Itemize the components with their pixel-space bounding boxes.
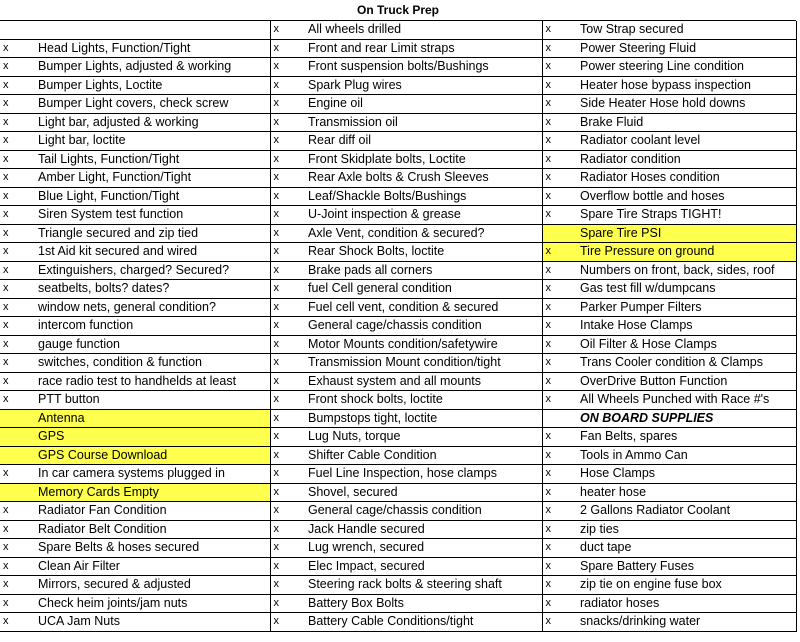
- checklist-item-cell[interactable]: 2 Gallons Radiator Coolant: [577, 502, 796, 521]
- checklist-item-cell[interactable]: Fuel cell vent, condition & secured: [305, 298, 542, 317]
- check-mark-cell[interactable]: x: [0, 298, 35, 317]
- check-mark-cell[interactable]: x: [270, 409, 305, 428]
- checklist-item-cell[interactable]: Rear Shock Bolts, loctite: [305, 243, 542, 262]
- check-mark-cell[interactable]: x: [270, 502, 305, 521]
- check-mark-cell[interactable]: x: [270, 520, 305, 539]
- checklist-row: [0, 613, 796, 632]
- checklist-item-cell[interactable]: Motor Mounts condition/safetywire: [305, 335, 542, 354]
- checklist-item-cell[interactable]: Power Steering Fluid: [577, 39, 796, 58]
- checklist-row: [0, 76, 796, 95]
- check-mark-cell[interactable]: x: [542, 113, 577, 132]
- check-mark-cell[interactable]: x: [542, 465, 577, 484]
- checklist-row: [0, 39, 796, 58]
- checklist-item-cell[interactable]: zip ties: [577, 520, 796, 539]
- checklist-item-cell[interactable]: Spare Battery Fuses: [577, 557, 796, 576]
- checklist-item-cell[interactable]: Front Skidplate bolts, Loctite: [305, 150, 542, 169]
- check-mark-cell[interactable]: x: [542, 150, 577, 169]
- checklist-item-cell[interactable]: Spark Plug wires: [305, 76, 542, 95]
- checklist-row: [0, 409, 796, 428]
- check-mark-cell[interactable]: x: [270, 557, 305, 576]
- checklist-item-cell[interactable]: Triangle secured and zip tied: [35, 224, 270, 243]
- check-mark-cell[interactable]: x: [542, 243, 577, 262]
- checklist-item-cell[interactable]: Side Heater Hose hold downs: [577, 95, 796, 114]
- check-mark-cell[interactable]: x: [270, 372, 305, 391]
- check-mark-cell[interactable]: x: [542, 354, 577, 373]
- check-mark-cell[interactable]: x: [0, 557, 35, 576]
- checklist-item-cell[interactable]: Axle Vent, condition & secured?: [305, 224, 542, 243]
- checklist-item-cell[interactable]: Bumper Light covers, check screw: [35, 95, 270, 114]
- checklist-item-cell[interactable]: Rear Axle bolts & Crush Sleeves: [305, 169, 542, 188]
- checklist-row: [0, 539, 796, 558]
- checklist-item-cell[interactable]: Spare Tire PSI: [577, 224, 796, 243]
- checklist-item-cell[interactable]: Antenna: [35, 409, 270, 428]
- check-mark-cell[interactable]: x: [542, 446, 577, 465]
- checklist-item-cell[interactable]: Bumpstops tight, loctite: [305, 409, 542, 428]
- checklist-item-cell[interactable]: race radio test to handhelds at least: [35, 372, 270, 391]
- check-mark-cell[interactable]: x: [0, 465, 35, 484]
- check-mark-cell[interactable]: x: [270, 21, 305, 39]
- check-mark-cell[interactable]: x: [270, 354, 305, 373]
- checklist-item-cell[interactable]: GPS Course Download: [35, 446, 270, 465]
- check-mark-cell[interactable]: x: [270, 261, 305, 280]
- checklist-row: [0, 502, 796, 521]
- checklist-item-cell[interactable]: Trans Cooler condition & Clamps: [577, 354, 796, 373]
- check-mark-cell[interactable]: x: [270, 169, 305, 188]
- check-mark-cell[interactable]: x: [0, 39, 35, 58]
- checklist-item-cell[interactable]: Jack Handle secured: [305, 520, 542, 539]
- checklist-item-cell[interactable]: Exhaust system and all mounts: [305, 372, 542, 391]
- check-mark-cell[interactable]: x: [542, 39, 577, 58]
- checklist-item-cell[interactable]: Tools in Ammo Can: [577, 446, 796, 465]
- checklist-item-cell[interactable]: Transmission Mount condition/tight: [305, 354, 542, 373]
- checklist-item-cell[interactable]: Blue Light, Function/Tight: [35, 187, 270, 206]
- checklist-item-cell[interactable]: Rear diff oil: [305, 132, 542, 151]
- checklist-row: [0, 132, 796, 151]
- check-mark-cell[interactable]: x: [270, 317, 305, 336]
- check-mark-cell[interactable]: x: [0, 169, 35, 188]
- checklist-item-cell[interactable]: snacks/drinking water: [577, 613, 796, 632]
- checklist-item-cell[interactable]: fuel Cell general condition: [305, 280, 542, 299]
- checklist-row: [0, 557, 796, 576]
- checklist-item-cell[interactable]: OverDrive Button Function: [577, 372, 796, 391]
- checklist-row: [0, 280, 796, 299]
- check-mark-cell[interactable]: x: [270, 335, 305, 354]
- checklist-item-cell[interactable]: Oil Filter & Hose Clamps: [577, 335, 796, 354]
- check-mark-cell[interactable]: x: [0, 539, 35, 558]
- check-mark-cell[interactable]: x: [0, 76, 35, 95]
- checklist-item-cell[interactable]: heater hose: [577, 483, 796, 502]
- checklist-item-cell[interactable]: PTT button: [35, 391, 270, 410]
- checklist-item-cell[interactable]: Spare Belts & hoses secured: [35, 539, 270, 558]
- checklist-item-cell[interactable]: Transmission oil: [305, 113, 542, 132]
- check-mark-cell[interactable]: [0, 428, 35, 447]
- checklist-item-cell[interactable]: Lug wrench, secured: [305, 539, 542, 558]
- checklist-item-cell[interactable]: Hose Clamps: [577, 465, 796, 484]
- check-mark-cell[interactable]: x: [542, 539, 577, 558]
- checklist-row: [0, 372, 796, 391]
- check-mark-cell[interactable]: x: [270, 539, 305, 558]
- check-mark-cell[interactable]: x: [270, 594, 305, 613]
- check-mark-cell[interactable]: x: [270, 483, 305, 502]
- check-mark-cell[interactable]: x: [0, 113, 35, 132]
- checklist-item-cell[interactable]: Tail Lights, Function/Tight: [35, 150, 270, 169]
- checklist-item-cell[interactable]: Numbers on front, back, sides, roof: [577, 261, 796, 280]
- check-mark-cell[interactable]: x: [270, 150, 305, 169]
- checklist-item-cell[interactable]: Tire Pressure on ground: [577, 243, 796, 262]
- checklist-item-cell[interactable]: Radiator condition: [577, 150, 796, 169]
- check-mark-cell[interactable]: x: [270, 187, 305, 206]
- checklist-item-cell[interactable]: Radiator coolant level: [577, 132, 796, 151]
- checklist-row: [0, 335, 796, 354]
- checklist-item-cell[interactable]: gauge function: [35, 335, 270, 354]
- checklist-row: [0, 446, 796, 465]
- check-mark-cell[interactable]: x: [270, 391, 305, 410]
- checklist-item-cell[interactable]: radiator hoses: [577, 594, 796, 613]
- check-mark-cell[interactable]: x: [0, 520, 35, 539]
- checklist-item-cell[interactable]: Overflow bottle and hoses: [577, 187, 796, 206]
- checklist-item-cell[interactable]: All wheels drilled: [305, 21, 542, 39]
- check-mark-cell[interactable]: x: [542, 95, 577, 114]
- checklist-item-cell[interactable]: Memory Cards Empty: [35, 483, 270, 502]
- check-mark-cell[interactable]: x: [0, 224, 35, 243]
- checklist-row: [0, 594, 796, 613]
- check-mark-cell[interactable]: x: [270, 39, 305, 58]
- check-mark-cell[interactable]: x: [0, 372, 35, 391]
- checklist-item-cell[interactable]: Parker Pumper Filters: [577, 298, 796, 317]
- check-mark-cell[interactable]: x: [270, 206, 305, 225]
- checklist-item-cell[interactable]: Lug Nuts, torque: [305, 428, 542, 447]
- checklist-item-cell[interactable]: Spare Tire Straps TIGHT!: [577, 206, 796, 225]
- check-mark-cell[interactable]: [0, 409, 35, 428]
- checklist-item-cell[interactable]: Engine oil: [305, 95, 542, 114]
- checklist-row: [0, 150, 796, 169]
- checklist-item-cell[interactable]: Tow Strap secured: [577, 21, 796, 39]
- checklist-row: [0, 428, 796, 447]
- checklist-row: [0, 169, 796, 188]
- checklist-item-cell[interactable]: Fan Belts, spares: [577, 428, 796, 447]
- checklist-item-cell[interactable]: Bumper Lights, Loctite: [35, 76, 270, 95]
- section-header-cell: ON BOARD SUPPLIES: [577, 409, 796, 428]
- check-mark-cell[interactable]: x: [0, 243, 35, 262]
- checklist-item-cell[interactable]: GPS: [35, 428, 270, 447]
- check-mark-cell[interactable]: x: [270, 243, 305, 262]
- check-mark-cell[interactable]: x: [542, 317, 577, 336]
- check-mark-cell[interactable]: x: [0, 502, 35, 521]
- check-mark-cell[interactable]: x: [0, 58, 35, 77]
- check-mark-cell[interactable]: x: [270, 446, 305, 465]
- check-mark-cell[interactable]: x: [542, 298, 577, 317]
- checklist-row: [0, 298, 796, 317]
- check-mark-cell[interactable]: x: [270, 298, 305, 317]
- check-mark-cell[interactable]: x: [542, 391, 577, 410]
- checklist-item-cell[interactable]: Brake Fluid: [577, 113, 796, 132]
- checklist-item-cell[interactable]: Head Lights, Function/Tight: [35, 39, 270, 58]
- check-mark-cell[interactable]: x: [270, 224, 305, 243]
- checklist-item-cell[interactable]: intercom function: [35, 317, 270, 336]
- check-mark-cell[interactable]: x: [542, 187, 577, 206]
- check-mark-cell[interactable]: x: [0, 576, 35, 595]
- checklist-item-cell[interactable]: seatbelts, bolts? dates?: [35, 280, 270, 299]
- checklist-row: [0, 483, 796, 502]
- check-mark-cell[interactable]: x: [0, 594, 35, 613]
- check-mark-cell[interactable]: x: [542, 335, 577, 354]
- checklist-item-cell[interactable]: U-Joint inspection & grease: [305, 206, 542, 225]
- check-mark-cell[interactable]: x: [542, 21, 577, 39]
- check-mark-cell[interactable]: x: [542, 76, 577, 95]
- checklist-row: [0, 354, 796, 373]
- checklist-item-cell[interactable]: Clean Air Filter: [35, 557, 270, 576]
- check-mark-cell[interactable]: x: [542, 520, 577, 539]
- checklist-item-cell[interactable]: Intake Hose Clamps: [577, 317, 796, 336]
- checklist-row: [0, 465, 796, 484]
- checklist-item-cell[interactable]: Gas test fill w/dumpcans: [577, 280, 796, 299]
- check-mark-cell[interactable]: x: [0, 187, 35, 206]
- checklist-item-cell[interactable]: Battery Cable Conditions/tight: [305, 613, 542, 632]
- check-mark-cell[interactable]: x: [0, 613, 35, 632]
- checklist-item-cell[interactable]: Siren System test function: [35, 206, 270, 225]
- check-mark-cell[interactable]: x: [542, 557, 577, 576]
- checklist-item-cell[interactable]: Light bar, adjusted & working: [35, 113, 270, 132]
- checklist-row: [0, 206, 796, 225]
- checklist-item-cell[interactable]: Heater hose bypass inspection: [577, 76, 796, 95]
- checklist-item-cell[interactable]: zip tie on engine fuse box: [577, 576, 796, 595]
- checklist-item-cell[interactable]: Radiator Fan Condition: [35, 502, 270, 521]
- check-mark-cell[interactable]: x: [0, 150, 35, 169]
- checklist-item-cell[interactable]: Shovel, secured: [305, 483, 542, 502]
- check-mark-cell[interactable]: x: [0, 132, 35, 151]
- checklist-item-cell[interactable]: Front and rear Limit straps: [305, 39, 542, 58]
- checklist-item-cell[interactable]: Elec Impact, secured: [305, 557, 542, 576]
- checklist-item-cell[interactable]: Shifter Cable Condition: [305, 446, 542, 465]
- checklist-item-cell[interactable]: In car camera systems plugged in: [35, 465, 270, 484]
- check-mark-cell[interactable]: x: [270, 465, 305, 484]
- checklist-item-cell[interactable]: Front suspension bolts/Bushings: [305, 58, 542, 77]
- check-mark-cell[interactable]: [542, 224, 577, 243]
- checklist-item-cell[interactable]: All Wheels Punched with Race #'s: [577, 391, 796, 410]
- checklist-item-cell[interactable]: Front shock bolts, loctite: [305, 391, 542, 410]
- checklist-item-cell[interactable]: Fuel Line Inspection, hose clamps: [305, 465, 542, 484]
- checklist-row: [0, 243, 796, 262]
- checklist-item-cell[interactable]: Radiator Belt Condition: [35, 520, 270, 539]
- checklist-table: [0, 21, 797, 632]
- check-mark-cell[interactable]: x: [270, 58, 305, 77]
- checklist-row: [0, 261, 796, 280]
- checklist-item-cell[interactable]: window nets, general condition?: [35, 298, 270, 317]
- checklist-item-cell[interactable]: Amber Light, Function/Tight: [35, 169, 270, 188]
- check-mark-cell[interactable]: [0, 446, 35, 465]
- checklist-item-cell[interactable]: Check heim joints/jam nuts: [35, 594, 270, 613]
- checklist-item-cell[interactable]: UCA Jam Nuts: [35, 613, 270, 632]
- check-mark-cell[interactable]: x: [542, 132, 577, 151]
- checklist-row: [0, 576, 796, 595]
- check-mark-cell[interactable]: x: [542, 169, 577, 188]
- check-mark-cell[interactable]: x: [542, 613, 577, 632]
- check-mark-cell[interactable]: x: [0, 95, 35, 114]
- check-mark-cell[interactable]: x: [542, 576, 577, 595]
- checklist-row: [0, 187, 796, 206]
- check-mark-cell[interactable]: x: [542, 372, 577, 391]
- checklist-item-cell[interactable]: General cage/chassis condition: [305, 502, 542, 521]
- checklist-item-cell[interactable]: Radiator Hoses condition: [577, 169, 796, 188]
- checklist-row: [0, 95, 796, 114]
- checklist-item-cell[interactable]: duct tape: [577, 539, 796, 558]
- checklist-item-cell[interactable]: Steering rack bolts & steering shaft: [305, 576, 542, 595]
- check-mark-cell[interactable]: x: [0, 261, 35, 280]
- check-mark-cell[interactable]: x: [542, 206, 577, 225]
- check-mark-cell[interactable]: x: [0, 335, 35, 354]
- check-mark-cell[interactable]: x: [542, 502, 577, 521]
- check-mark-cell[interactable]: x: [270, 132, 305, 151]
- check-mark-cell[interactable]: [0, 21, 35, 39]
- checklist-item-cell[interactable]: Extinguishers, charged? Secured?: [35, 261, 270, 280]
- check-mark-cell[interactable]: x: [270, 428, 305, 447]
- checklist-item-cell[interactable]: Leaf/Shackle Bolts/Bushings: [305, 187, 542, 206]
- sheet-title: On Truck Prep: [0, 0, 796, 21]
- check-mark-cell[interactable]: x: [270, 613, 305, 632]
- checklist-row: [0, 58, 796, 77]
- checklist-item-cell[interactable]: [35, 21, 270, 39]
- check-mark-cell[interactable]: x: [542, 261, 577, 280]
- checklist-row: [0, 317, 796, 336]
- checklist-item-cell[interactable]: Battery Box Bolts: [305, 594, 542, 613]
- checklist-item-cell[interactable]: Mirrors, secured & adjusted: [35, 576, 270, 595]
- check-mark-cell[interactable]: x: [270, 95, 305, 114]
- check-mark-cell[interactable]: x: [542, 594, 577, 613]
- check-mark-cell[interactable]: x: [542, 428, 577, 447]
- checklist-item-cell[interactable]: General cage/chassis condition: [305, 317, 542, 336]
- check-mark-cell[interactable]: x: [542, 58, 577, 77]
- check-mark-cell[interactable]: x: [270, 76, 305, 95]
- check-mark-cell[interactable]: x: [0, 391, 35, 410]
- check-mark-cell[interactable]: x: [0, 317, 35, 336]
- checklist-item-cell[interactable]: switches, condition & function: [35, 354, 270, 373]
- checklist-item-cell[interactable]: Power steering Line condition: [577, 58, 796, 77]
- checklist-row: [0, 113, 796, 132]
- checklist-row: [0, 391, 796, 410]
- checklist-item-cell[interactable]: Bumper Lights, adjusted & working: [35, 58, 270, 77]
- check-mark-cell[interactable]: x: [270, 280, 305, 299]
- check-mark-cell[interactable]: x: [0, 354, 35, 373]
- checklist-item-cell[interactable]: Brake pads all corners: [305, 261, 542, 280]
- checklist-row: [0, 21, 796, 39]
- checklist-row: [0, 520, 796, 539]
- check-mark-cell[interactable]: x: [0, 280, 35, 299]
- checklist-item-cell[interactable]: Light bar, loctite: [35, 132, 270, 151]
- check-mark-cell[interactable]: x: [542, 483, 577, 502]
- checklist-row: [0, 224, 796, 243]
- check-mark-cell[interactable]: [542, 409, 577, 428]
- check-mark-cell[interactable]: [0, 483, 35, 502]
- check-mark-cell[interactable]: x: [0, 206, 35, 225]
- check-mark-cell[interactable]: x: [270, 113, 305, 132]
- checklist-item-cell[interactable]: 1st Aid kit secured and wired: [35, 243, 270, 262]
- check-mark-cell[interactable]: x: [270, 576, 305, 595]
- check-mark-cell[interactable]: x: [542, 280, 577, 299]
